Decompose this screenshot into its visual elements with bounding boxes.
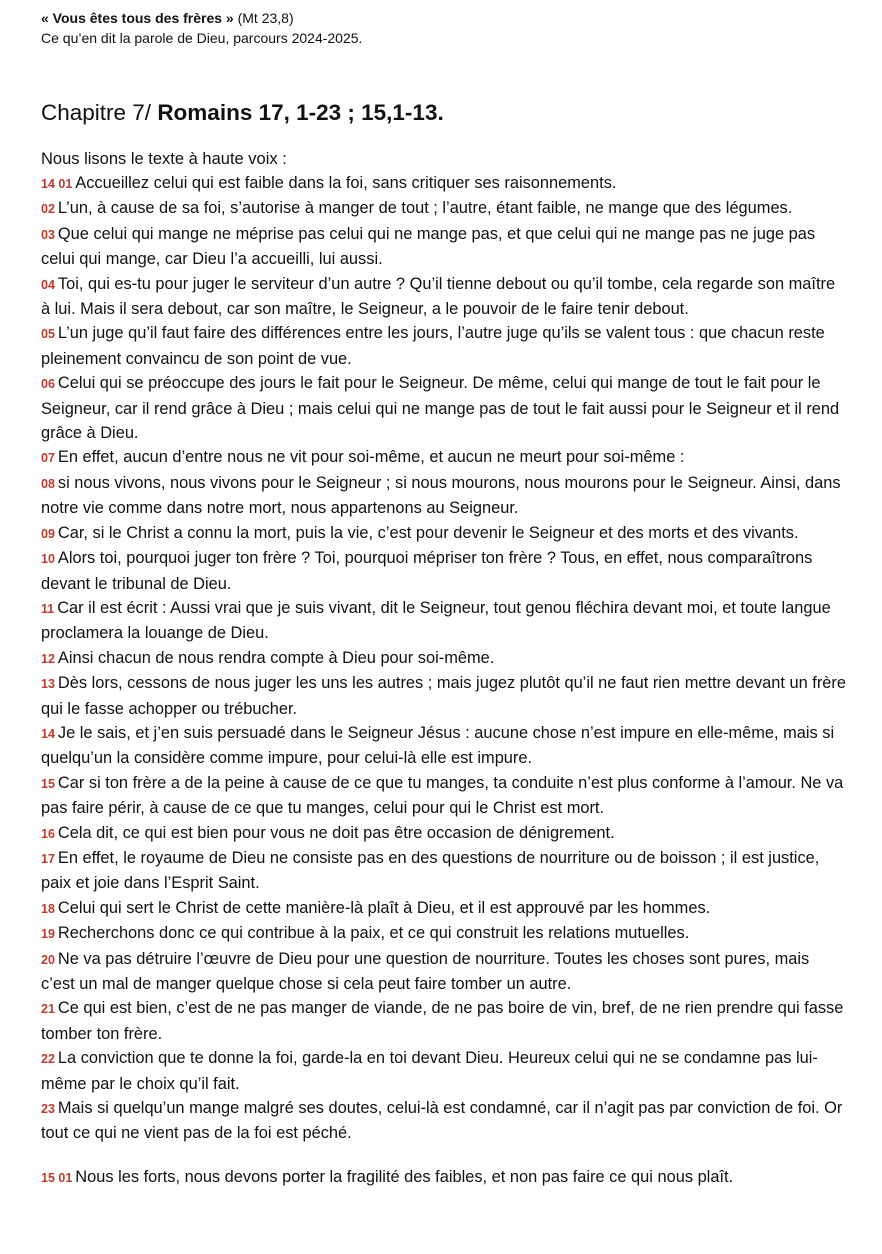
verse: [41, 546, 847, 596]
verse: [41, 1096, 847, 1146]
verse-text: Dès lors, cessons de nous juger les uns les autres ; mais jugez plutôt qu’il ne faut rien mettre devant un frère qui le fasse achopper ou trébucher.: [41, 674, 846, 718]
verse-text: La conviction que te donne la foi, garde-la en toi devant Dieu. Heureux celui qui ne se condamne pas lui-même par le choix qu’il fait.: [41, 1049, 818, 1093]
chapter-title: [41, 98, 444, 128]
header-subtitle: Ce qu’en dit la parole de Dieu, parcours 2024-2025.: [41, 30, 363, 46]
verse: [41, 947, 847, 997]
verse-number: 09: [41, 526, 55, 541]
verse: [41, 996, 847, 1046]
verse-number: 18: [41, 901, 55, 916]
verse: [41, 371, 847, 445]
verse-text: L’un, à cause de sa foi, s’autorise à manger de tout ; l’autre, étant faible, ne mange que des légumes.: [57, 199, 793, 218]
verse-text: Celui qui sert le Christ de cette manière-là plaît à Dieu, et il est approuvé par les hommes.: [57, 898, 711, 917]
verse-text: Celui qui se préoccupe des jours le fait pour le Seigneur. De même, celui qui mange de tout le fait pour le Seigneur, car il rend grâce à Dieu ; mais celui qui ne mange pas de tout le fait aussi pour le Seigneur et il rend grâce à Dieu.: [41, 374, 840, 443]
verse-number: 03: [41, 227, 55, 242]
verse-text: En effet, le royaume de Dieu ne consiste pas en des questions de nourriture ou de boisson ; il est justice, paix et joie dans l’Esprit Saint.: [41, 848, 820, 893]
verse: [41, 445, 847, 470]
verse-number: 05: [41, 327, 55, 342]
verse-number: 21: [41, 1002, 55, 1017]
verse-text: Nous les forts, nous devons porter la fragilité des faibles, et non pas faire ce qui nous plaît.: [75, 1167, 734, 1186]
verse: [41, 846, 847, 896]
header-quote-line: [41, 8, 362, 28]
verse-text: Ainsi chacun de nous rendra compte à Dieu pour soi-même.: [57, 648, 495, 667]
verse-text: Car, si le Christ a connu la mort, puis la vie, c’est pour devenir le Seigneur et des morts et des vivants.: [57, 523, 799, 542]
verse-text: Toi, qui es-tu pour juger le serviteur d’un autre ? Qu’il tienne debout ou qu’il tombe, cela regarde son maître à lui. Mais il sera debout, car son maître, le Seigneur, a le pouvoir de le faire tenir debout.: [41, 274, 836, 319]
verse: [41, 921, 847, 946]
verse-number: 15 01: [41, 1170, 73, 1185]
verse-list: [41, 171, 847, 1190]
chapter-prefix: Chapitre 7/: [41, 100, 158, 125]
verse-number: 14 01: [41, 177, 73, 191]
verse-number: 17: [41, 851, 55, 866]
verse: [41, 196, 847, 221]
intro-text: Nous lisons le texte à haute voix :: [41, 150, 287, 168]
verse: [41, 646, 847, 671]
verse: [41, 222, 847, 272]
verse-number: 11: [41, 601, 55, 616]
document-header: [41, 8, 362, 48]
verse-text: Recherchons donc ce qui contribue à la paix, et ce qui construit les relations mutuelles.: [57, 924, 690, 943]
verse-number: 15: [41, 776, 55, 791]
verse: [41, 771, 847, 821]
verse-text: Cela dit, ce qui est bien pour vous ne doit pas être occasion de dénigrement.: [57, 823, 615, 842]
verse-text: Ce qui est bien, c’est de ne pas manger de viande, de ne pas boire de vin, bref, de ne rien prendre qui fasse tomber ton frère.: [41, 999, 844, 1043]
verse-number: 20: [41, 952, 55, 967]
header-quote: « Vous êtes tous des frères »: [41, 10, 234, 26]
verse-text: Mais si quelqu’un mange malgré ses doutes, celui-là est condamné, car il n’agit pas par conviction de foi. Or tout ce qui ne vient pas de la foi est péché.: [41, 1099, 843, 1143]
verse: [41, 821, 847, 846]
verse: [41, 171, 847, 196]
verse-text: Car il est écrit : Aussi vrai que je suis vivant, dit le Seigneur, tout genou fléchira devant moi, et toute langue proclamera la louange de Dieu.: [41, 598, 831, 643]
verse-number: 07: [41, 451, 55, 466]
verse-number: 16: [41, 826, 55, 841]
verse: [41, 721, 847, 771]
verse-number: 10: [41, 552, 55, 567]
chapter-reference: Romains 17, 1-23 ; 15,1-13.: [157, 100, 444, 125]
verse-number: 23: [41, 1102, 55, 1117]
verse-text: Alors toi, pourquoi juger ton frère ? Toi, pourquoi mépriser ton frère ? Tous, en effet, nous comparaîtrons devant le tribunal de Dieu.: [41, 549, 813, 593]
verse-text: Accueillez celui qui est faible dans la foi, sans critiquer ses raisonnements.: [75, 174, 617, 192]
verse-number: 13: [41, 677, 55, 692]
verse: [41, 471, 847, 521]
verse: [41, 521, 847, 546]
verse-number: 06: [41, 377, 55, 392]
verse-text: si nous vivons, nous vivons pour le Seigneur ; si nous mourons, nous mourons pour le Seigneur. Ainsi, dans notre vie comme dans notre mort, nous appartenons au Seigneur.: [41, 473, 841, 518]
verse-number: 19: [41, 927, 55, 942]
verse: [41, 272, 847, 322]
verse: [41, 896, 847, 921]
verse-number: 12: [41, 651, 55, 666]
verse-text: Ne va pas détruire l’œuvre de Dieu pour une question de nourriture. Toutes les choses sont pures, mais c’est un mal de manger quelque chose si cela peut faire tomber un autre.: [41, 949, 810, 993]
verse-number: 04: [41, 277, 55, 292]
verse-text: L’un juge qu’il faut faire des différences entre les jours, l’autre juge qu’ils se valent tous : que chacun reste pleinement convaincu de son point de vue.: [41, 324, 825, 368]
verse-number: 14: [41, 726, 55, 741]
verse-text: Je le sais, et j’en suis persuadé dans le Seigneur Jésus : aucune chose n’est impure en elle-même, mais si quelqu’un la considère comme impure, pour celui-là elle est impure.: [41, 723, 835, 768]
verse-text: En effet, aucun d’entre nous ne vit pour soi-même, et aucun ne meurt pour soi-même :: [57, 448, 685, 467]
verse: [41, 596, 847, 646]
header-quote-reference: (Mt 23,8): [233, 10, 294, 26]
verse-text: Que celui qui mange ne méprise pas celui qui ne mange pas, et que celui qui ne mange pas ne juge pas celui qui mange, car Dieu l’a accueilli, lui aussi.: [41, 224, 816, 269]
verse: [41, 321, 847, 371]
verse-number: 08: [41, 476, 55, 491]
verse-number: 02: [41, 202, 55, 217]
verse: [41, 1046, 847, 1096]
verse: [41, 671, 847, 721]
verse: [41, 1165, 847, 1190]
verse-number: 22: [41, 1052, 55, 1067]
verse-text: Car si ton frère a de la peine à cause de ce que tu manges, ta conduite n’est plus conforme à l’amour. Ne va pas faire périr, à cause de ce que tu manges, celui pour qui le Christ est mort.: [41, 773, 844, 818]
